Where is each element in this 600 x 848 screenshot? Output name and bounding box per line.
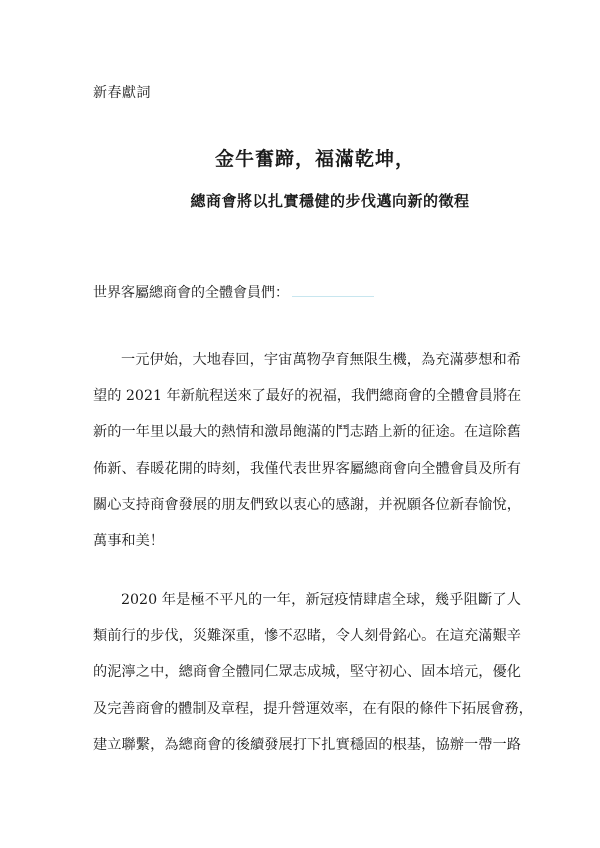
paragraph-1 <box>93 342 521 559</box>
paragraph-line: 2020 年是極不平凡的一年，新冠疫情肆虐全球，幾乎阻斷了人 <box>121 592 521 608</box>
salutation: 世界客屬總商會的全體會員們： <box>93 285 289 301</box>
paragraph-line: 佈新、春暖花開的時刻，我僅代表世界客屬總商會向全體會員及所有 <box>93 460 521 477</box>
paragraph-line: 的泥濘之中，總商會全體同仁眾志成城，堅守初心、固本培元，優化 <box>93 664 521 681</box>
underline-mark <box>292 296 374 297</box>
paragraph-line: 一元伊始，大地春回，宇宙萬物孕育無限生機，為充滿夢想和希 <box>121 352 521 368</box>
paragraph-line: 建立聯繫，為總商會的後續發展打下扎實穩固的根基，協辦一帶一路 <box>93 736 521 753</box>
document-label: 新春獻詞 <box>93 85 151 101</box>
paragraph-2 <box>93 582 533 763</box>
paragraph-line: 新的一年里以最大的熱情和激昂飽滿的鬥志踏上新的征途。在這除舊 <box>93 424 521 441</box>
paragraph-line: 關心支持商會發展的朋友們致以衷心的感謝，并祝願各位新春愉悅， <box>93 496 521 513</box>
paragraph-line: 及完善商會的體制及章程，提升營運效率，在有限的條件下拓展會務， <box>93 700 533 717</box>
paragraph-line: 望的 2021 年新航程送來了最好的祝福，我們總商會的全體會員將在 <box>93 388 522 405</box>
paragraph-line: 萬事和美！ <box>93 533 164 550</box>
paragraph-line: 類前行的步伐，災難深重，慘不忍睹，令人刻骨銘心。在這充滿艱辛 <box>93 628 521 645</box>
document-title: 金牛奮蹄，福滿乾坤， <box>214 148 415 170</box>
document-subtitle: 總商會將以扎實穩健的步伐邁向新的徵程 <box>190 192 470 210</box>
